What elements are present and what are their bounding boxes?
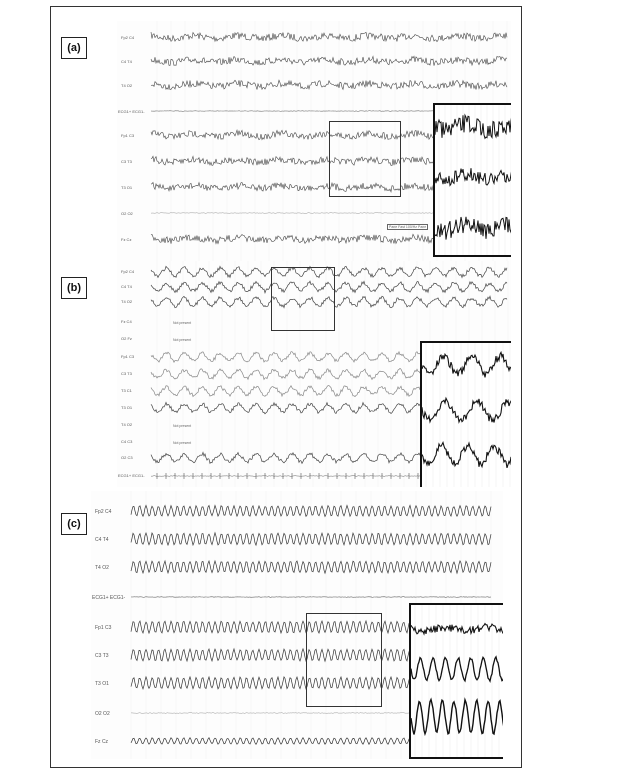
not-present-note: Not present [173,441,192,445]
not-present-note: Not present [173,338,192,342]
channel-label: Fp1 C3 [95,625,112,631]
selection-box [329,121,401,197]
panel-b [117,261,511,487]
channel-label: Fp1 C3 [121,354,135,359]
panel-label-a: (a) [61,37,87,59]
figure-frame [50,6,522,768]
selection-box [306,613,382,707]
channel-label: Fp2 C4 [121,35,135,40]
channel-label: T3 O1 [95,681,109,687]
channel-label: Fz Cz [121,237,132,242]
eeg-trace [435,216,511,240]
channel-label: O2 C3 [121,455,133,460]
channel-label: C4 T4 [95,537,109,543]
channel-label: T4 O2 [121,299,133,304]
inset-traces-c [411,605,503,757]
channel-label: C4 T4 [121,284,132,289]
channel-label: T4 O2 [95,565,109,571]
channel-label: C3 T3 [121,159,132,164]
channel-label: O2 O2 [95,711,110,717]
zoom-inset [433,103,511,257]
annotation-tag: Pane Fast 100/Hz Pane [389,225,427,229]
channel-label: Fp1 C3 [121,133,135,138]
panel-label-b: (b) [61,277,87,299]
channel-label: T3 O1 [121,405,133,410]
eeg-trace [422,443,511,468]
zoom-inset [420,341,511,487]
channel-label: Fp2 C4 [121,269,135,274]
channel-label: T4 O2 [121,422,133,427]
not-present-note: Not present [173,321,192,325]
eeg-trace [151,32,507,42]
inset-traces-a [435,105,511,255]
channel-label: Fz Cz [95,739,109,745]
eeg-trace [422,398,511,423]
channel-label: ECG1+ ECG1- [92,595,126,601]
eeg-trace [422,352,511,377]
not-present-note: Not present [173,424,192,428]
channel-label: T3 C1 [121,388,132,393]
inset-traces-b [422,343,511,487]
channel-label: Fz C4 [121,319,132,324]
eeg-trace [151,80,507,89]
panel-label-c: (c) [61,513,87,535]
channel-label: T4 O2 [121,83,133,88]
channel-label: C4 C3 [121,439,133,444]
channel-label: C3 T3 [95,653,109,659]
channel-label: Fp2 C4 [95,509,112,515]
channel-label: ECG1+ ECG1- [118,109,145,114]
panel-a [117,21,511,261]
channel-label: T3 O1 [121,185,133,190]
channel-label: C3 T3 [121,371,132,376]
selection-box [271,267,335,331]
channel-label: O2 O2 [121,211,133,216]
panel-c [91,491,503,759]
eeg-trace [435,115,511,139]
channel-label: C4 T4 [121,59,132,64]
channel-label: O2 Fz [121,336,132,341]
eeg-trace [151,56,507,65]
zoom-inset [409,603,503,759]
channel-label: ECG1+ ECG1- [118,473,145,478]
eeg-trace [435,168,511,187]
